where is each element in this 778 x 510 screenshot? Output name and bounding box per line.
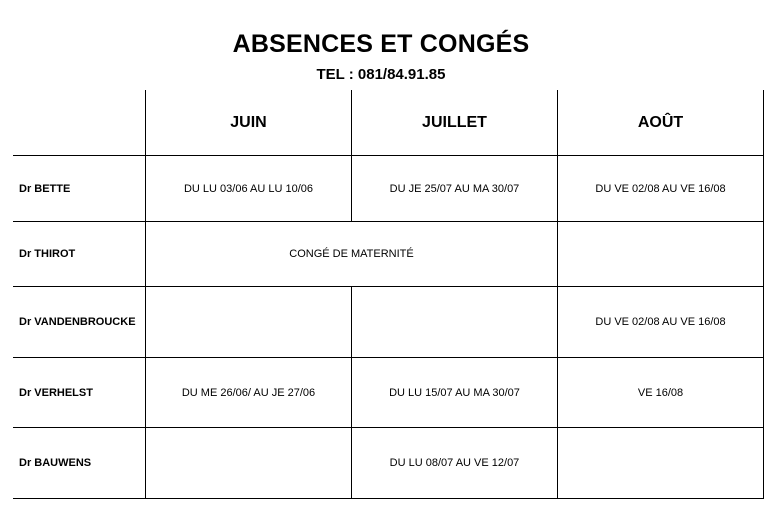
cell-vandenbroucke-aout: DU VE 02/08 AU VE 16/08: [595, 316, 726, 328]
column-header-juillet: JUILLET: [422, 113, 487, 131]
cell-bette-juillet: DU JE 25/07 AU MA 30/07: [389, 182, 520, 195]
cell-bette-aout: DU VE 02/08 AU VE 16/08: [595, 182, 726, 195]
row-label-bauwens: Dr BAUWENS: [19, 457, 92, 469]
column-header-aout: AOÛT: [637, 113, 684, 131]
row-label-verhelst: Dr VERHELST: [19, 386, 93, 399]
cell-thirot-juin-juillet: CONGÉ DE MATERNITÉ: [289, 248, 414, 260]
table-rule: [13, 498, 764, 499]
column-header-juin: JUIN: [230, 113, 267, 131]
cell-bauwens-aout: [558, 428, 763, 498]
cell-verhelst-juin: DU ME 26/06/ AU JE 27/06: [181, 386, 316, 399]
cell-bauwens-juillet: DU LU 08/07 AU VE 12/07: [389, 457, 520, 469]
cell-vandenbroucke-juillet: [352, 287, 557, 357]
phone-number: TEL : 081/84.91.85: [316, 66, 446, 83]
cell-verhelst-aout: VE 16/08: [637, 386, 684, 399]
cell-bauwens-juin: [146, 428, 351, 498]
row-label-vandenbroucke: Dr VANDENBROUCKE: [19, 316, 136, 328]
row-label-bette: Dr BETTE: [19, 182, 71, 195]
cell-verhelst-juillet: DU LU 15/07 AU MA 30/07: [389, 386, 520, 399]
cell-vandenbroucke-juin: [146, 287, 351, 357]
table-rule: [763, 90, 764, 499]
cell-bette-juin: DU LU 03/06 AU LU 10/06: [183, 182, 314, 195]
cell-thirot-aout: [558, 222, 763, 286]
row-label-thirot: Dr THIROT: [19, 248, 76, 260]
document-title: ABSENCES ET CONGÉS: [232, 30, 530, 58]
